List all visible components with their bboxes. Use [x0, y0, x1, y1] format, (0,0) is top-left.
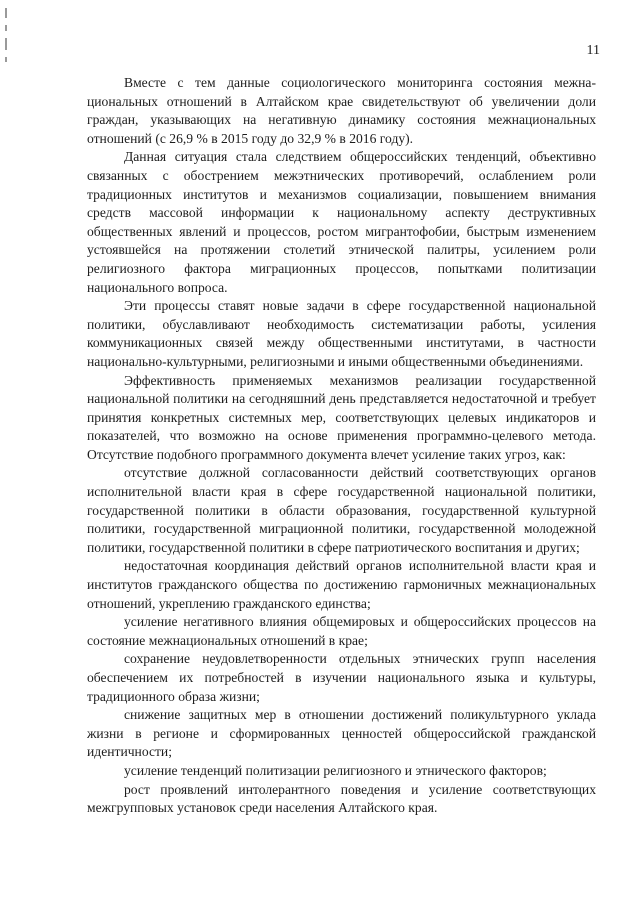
threat-item-protection-reduction: снижение защитных мер в отношении достижений поликультурного уклада жизни в регионе и сформированных ценностей общероссийской гражданской идентичности;	[87, 707, 596, 760]
threat-item-intolerance: рост проявлений интолерантного поведения и усиление соответствующих межгрупповых установок среди населения Алтайского края.	[87, 781, 596, 816]
paragraph-effectiveness: Эффективность применяемых механизмов реализации государственной национальной политики на сегодняшний день представляется недостаточной и требует принятия конкретных системных мер, соответствующих целевых индикаторов и показателей, что возможно на основе применения программно-целевого метода. Отсутствие подобного программного документа влечет усиление таких угроз, как:	[87, 372, 596, 462]
paragraph-situation-causes: Данная ситуация стала следствием общероссийских тенденций, объективно связанных с обострением межэтнических противоречий, ослаблением роли традиционных институтов и механизмов социализации, повышением внимания средств массовой информации к национальному аспекту деструктивных общественных явлений и процессов, ростом мигрантофобии, быстрым изменением устоявшейся на протяжении столетий этнической палитры, усилением роли религиозного фактора миграционных процессов, попытками политизации национального вопроса.	[87, 149, 596, 295]
margin-scan-marks	[4, 8, 10, 78]
threat-item-ethnic-needs: сохранение неудовлетворенности отдельных этнических групп населения обеспечением их потребностей в изучении национального языка и культуры, традиционного образа жизни;	[87, 651, 596, 704]
threat-item-coordination-lack: отсутствие должной согласованности действий соответствующих органов исполнительной власти края в сфере государственной национальной политики, государственной политики в области образования, государственной культурной политики, государственной миграционной политики, государственной молодежной политики, государственной политики в сфере патриотического воспитания и других;	[87, 465, 596, 555]
page-number: 11	[586, 43, 600, 58]
threat-item-global-influence: усиление негативного влияния общемировых и общероссийских процессов на состояние межнациональных отношений в крае;	[87, 614, 596, 648]
paragraph-new-tasks: Эти процессы ставят новые задачи в сфере государственной национальной политики, обуславливают необходимость систематизации работы, усиления коммуникационных связей между общественными институтами, в частности национально-культурными, религиозными и иными общественными объединениями.	[87, 298, 596, 369]
threat-item-politicization: усиление тенденций политизации религиозного и этнического факторов;	[124, 762, 547, 778]
document-body	[87, 74, 596, 818]
paragraph-monitoring-data: Вместе с тем данные социологического мониторинга состояния межнациональных отношений в Алтайском крае свидетельствуют об увеличении доли граждан, указывающих на негативную динамику состояния межнациональных отношений (с 26,9 % в 2015 году до 32,9 % в 2016 году).	[87, 75, 596, 146]
threat-item-civil-society: недостаточная координация действий органов исполнительной власти края и институтов гражданского общества по достижению гармоничных межнациональных отношений, укреплению гражданского единства;	[87, 558, 596, 611]
